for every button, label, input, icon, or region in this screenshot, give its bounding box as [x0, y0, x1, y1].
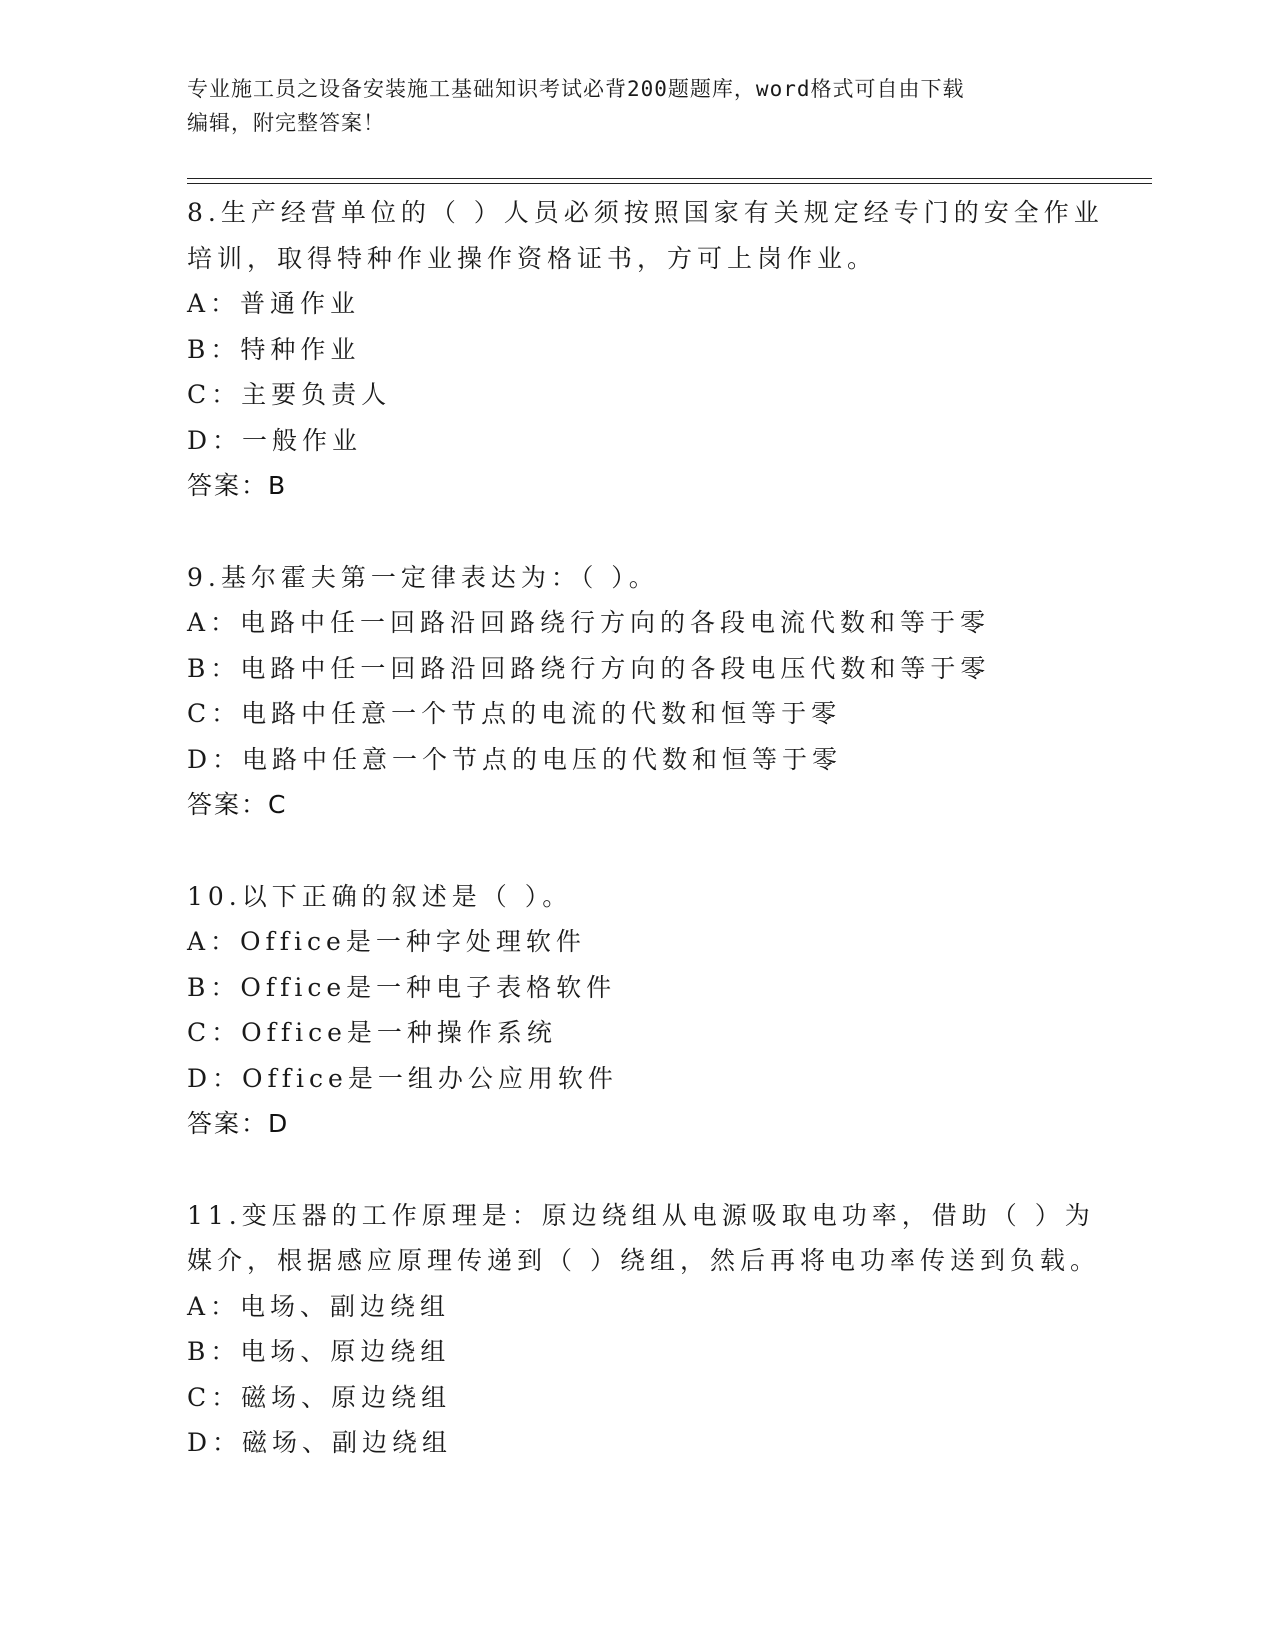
- answer-option: B：Office是一种电子表格软件: [187, 972, 617, 1002]
- question-item: [187, 190, 1147, 509]
- header-divider-top: [187, 178, 1152, 179]
- answer-option: B：电路中任一回路沿回路绕行方向的各段电压代数和等于零: [187, 653, 991, 683]
- answer-option: C：Office是一种操作系统: [187, 1018, 557, 1047]
- answer-option: A：普通作业: [187, 289, 361, 318]
- question-stem-line: 8.生产经营单位的（ ）人员必须按照国家有关规定经专门的安全作业: [187, 198, 1104, 227]
- answer-option: C：主要负责人: [187, 380, 392, 409]
- question-list: [187, 190, 1147, 1512]
- answer-option: C：磁场、原边绕组: [187, 1382, 452, 1412]
- answer-option: C：电路中任意一个节点的电流的代数和恒等于零: [187, 699, 842, 728]
- question-stem-line: 9.基尔霍夫第一定律表达为：（ ）。: [187, 562, 659, 592]
- answer-option: A：电场、副边绕组: [187, 1291, 451, 1321]
- header-title-line-1: 专业施工员之设备安装施工基础知识考试必背200题题库，word格式可自由下载: [187, 77, 965, 101]
- question-item: [187, 874, 1147, 1147]
- document-header: [187, 72, 1087, 140]
- answer-option: D：一般作业: [187, 425, 363, 455]
- answer-option: A：Office是一种字处理软件: [187, 927, 586, 956]
- question-stem-line: 10.以下正确的叙述是（ ）。: [187, 881, 573, 911]
- answer-option: D：电路中任意一个节点的电压的代数和恒等于零: [187, 744, 843, 774]
- answer-option: D：磁场、副边绕组: [187, 1428, 453, 1457]
- answer-key: 答案：C: [187, 790, 288, 819]
- question-item: [187, 555, 1147, 828]
- answer-option: A：电路中任一回路沿回路绕行方向的各段电流代数和等于零: [187, 608, 991, 637]
- question-stem-line: 培训，取得特种作业操作资格证书，方可上岗作业。: [187, 243, 878, 273]
- header-divider-bottom: [187, 183, 1152, 184]
- answer-option: D：Office是一组办公应用软件: [187, 1063, 618, 1093]
- answer-option: B：电场、原边绕组: [187, 1337, 451, 1366]
- question-item: [187, 1193, 1147, 1466]
- answer-option: B：特种作业: [187, 334, 361, 364]
- question-stem-line: 11.变压器的工作原理是：原边绕组从电源吸取电功率，借助（ ）为: [187, 1200, 1095, 1230]
- answer-key: 答案：D: [187, 1109, 290, 1138]
- answer-key: 答案：B: [187, 471, 288, 500]
- header-title-line-2: 编辑，附完整答案！: [187, 111, 385, 135]
- question-stem-line: 媒介，根据感应原理传递到（ ）绕组，然后再将电功率传送到负载。: [187, 1246, 1100, 1275]
